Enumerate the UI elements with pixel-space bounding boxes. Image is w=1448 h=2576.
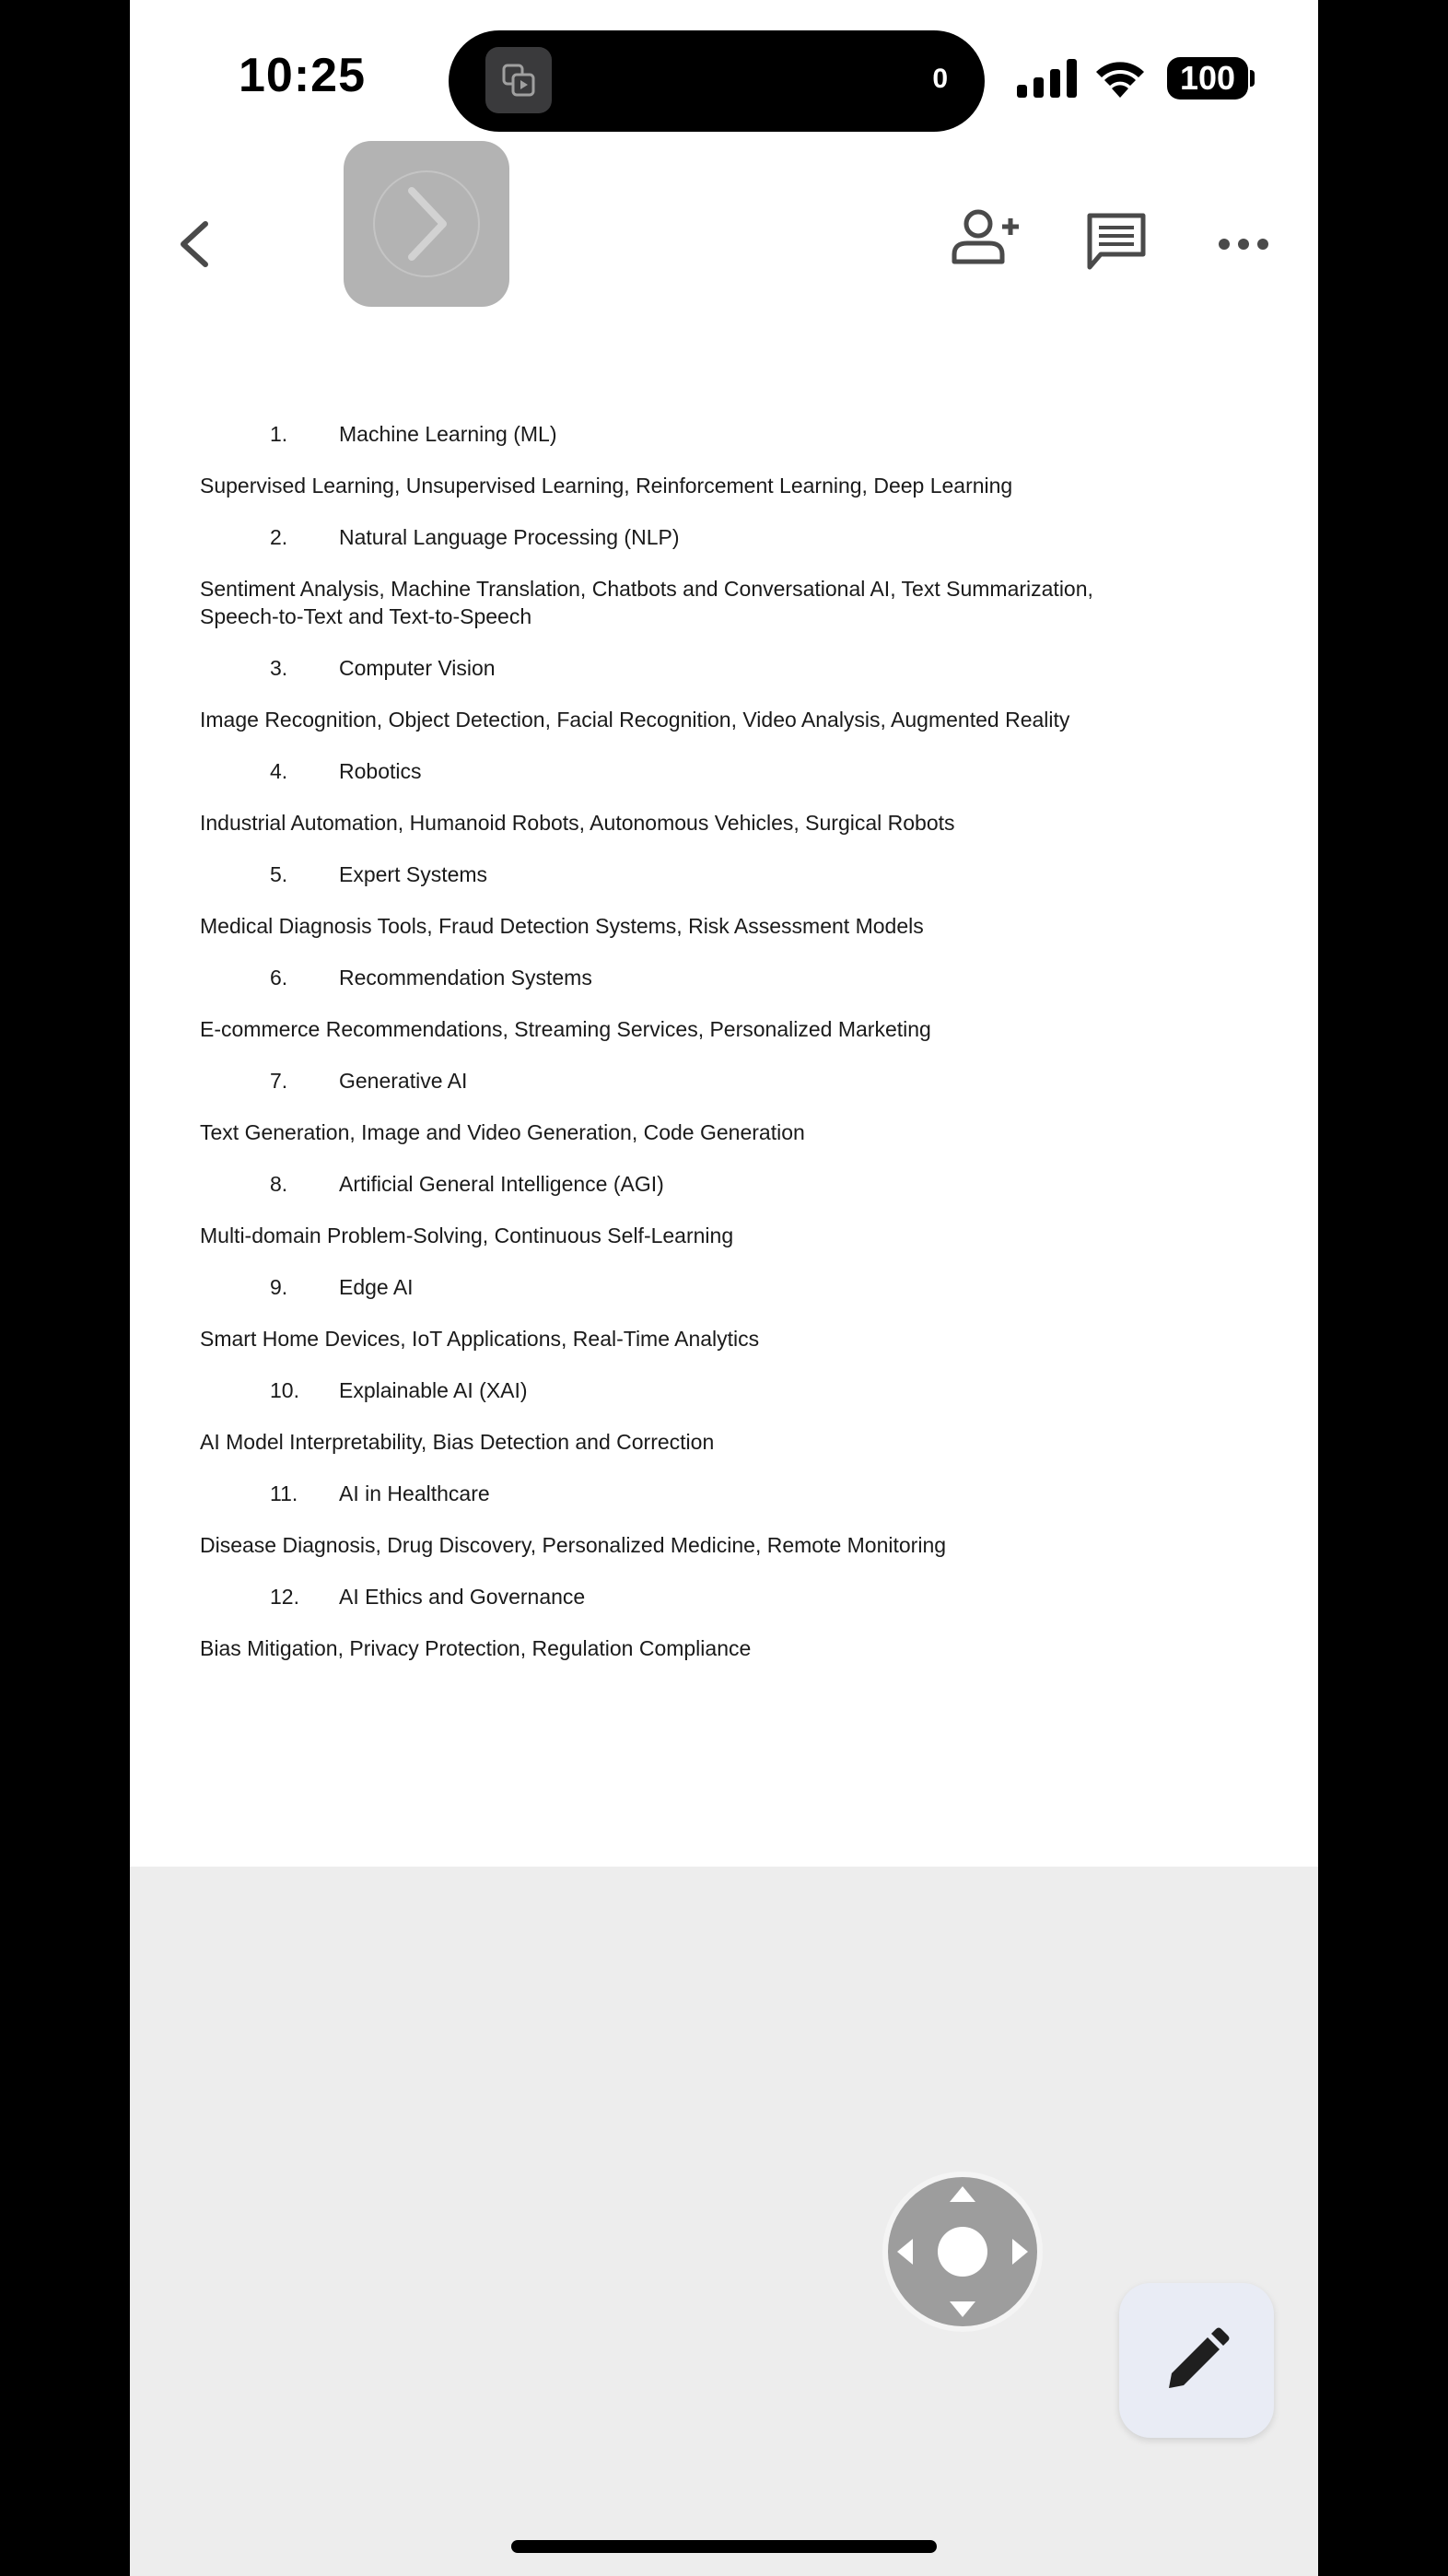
list-item-title: Natural Language Processing (NLP) [339, 525, 680, 549]
list-item-title: Generative AI [339, 1069, 468, 1093]
list-item-description: AI Model Interpretability, Bias Detection and Correction [200, 1430, 715, 1454]
add-person-icon[interactable] [951, 208, 1019, 265]
comment-icon[interactable] [1086, 212, 1147, 273]
forward-button[interactable] [344, 141, 509, 307]
island-count: 0 [932, 64, 948, 94]
list-item-title: Edge AI [339, 1275, 414, 1299]
list-item-number: 8. [270, 1172, 288, 1196]
joystick-icon [888, 2177, 1037, 2326]
list-item-number: 7. [270, 1069, 288, 1093]
dynamic-island [449, 30, 985, 132]
list-item-number: 6. [270, 966, 288, 989]
battery-level: 100 [1167, 57, 1248, 100]
list-item-description: Disease Diagnosis, Drug Discovery, Personalized Medicine, Remote Monitoring [200, 1533, 947, 1557]
list-item-description: Bias Mitigation, Privacy Protection, Regulation Compliance [200, 1636, 752, 1660]
list-item-title: Explainable AI (XAI) [339, 1378, 528, 1402]
list-item-description: Smart Home Devices, IoT Applications, Real-Time Analytics [200, 1327, 760, 1351]
list-item-number: 11. [270, 1481, 298, 1505]
list-item-description: Image Recognition, Object Detection, Facial Recognition, Video Analysis, Augmented Reality [200, 708, 1070, 732]
list-item-title: Machine Learning (ML) [339, 422, 557, 446]
list-item-number: 3. [270, 656, 288, 680]
chevron-right-icon [401, 185, 456, 263]
home-indicator[interactable] [511, 2540, 937, 2553]
wifi-icon [1093, 57, 1147, 98]
status-time: 10:25 [239, 49, 366, 102]
list-item-description: Industrial Automation, Humanoid Robots, Autonomous Vehicles, Surgical Robots [200, 811, 955, 835]
list-item-number: 10. [270, 1378, 299, 1402]
more-horizontal-icon[interactable] [1218, 234, 1269, 254]
list-item-title: Artificial General Intelligence (AGI) [339, 1172, 664, 1196]
list-item-number: 2. [270, 525, 288, 549]
list-item-description: Multi-domain Problem-Solving, Continuous Self-Learning [200, 1224, 734, 1247]
battery-tip [1250, 70, 1255, 87]
list-item-title: Computer Vision [339, 656, 496, 680]
joystick-control[interactable] [882, 2172, 1043, 2332]
pencil-icon [1160, 2324, 1233, 2397]
screen-mirror-icon [485, 47, 552, 113]
list-item-number: 1. [270, 422, 288, 446]
list-item-number: 4. [270, 759, 288, 783]
list-item-title: AI Ethics and Governance [339, 1585, 586, 1609]
list-item-description: Supervised Learning, Unsupervised Learning, Reinforcement Learning, Deep Learning [200, 474, 1013, 498]
list-item-description: E-commerce Recommendations, Streaming Services, Personalized Marketing [200, 1017, 931, 1041]
list-item-number: 5. [270, 862, 288, 886]
list-item-title: AI in Healthcare [339, 1481, 490, 1505]
list-item-title: Expert Systems [339, 862, 488, 886]
list-item-number: 9. [270, 1275, 288, 1299]
list-item-description: Sentiment Analysis, Machine Translation, Chatbots and Conversational AI, Text Summarization, Speech-to-Text and Text-to-Speech [200, 577, 1093, 628]
list-item-description: Medical Diagnosis Tools, Fraud Detection Systems, Risk Assessment Models [200, 914, 924, 938]
list-item-title: Robotics [339, 759, 422, 783]
phone-screen [130, 0, 1318, 2576]
list-item-description: Text Generation, Image and Video Generation, Code Generation [200, 1120, 805, 1144]
cellular-signal-icon [1017, 59, 1078, 98]
back-button[interactable] [167, 207, 222, 281]
edit-button[interactable] [1119, 2283, 1274, 2438]
list-item-title: Recommendation Systems [339, 966, 592, 989]
list-item-number: 12. [270, 1585, 299, 1609]
